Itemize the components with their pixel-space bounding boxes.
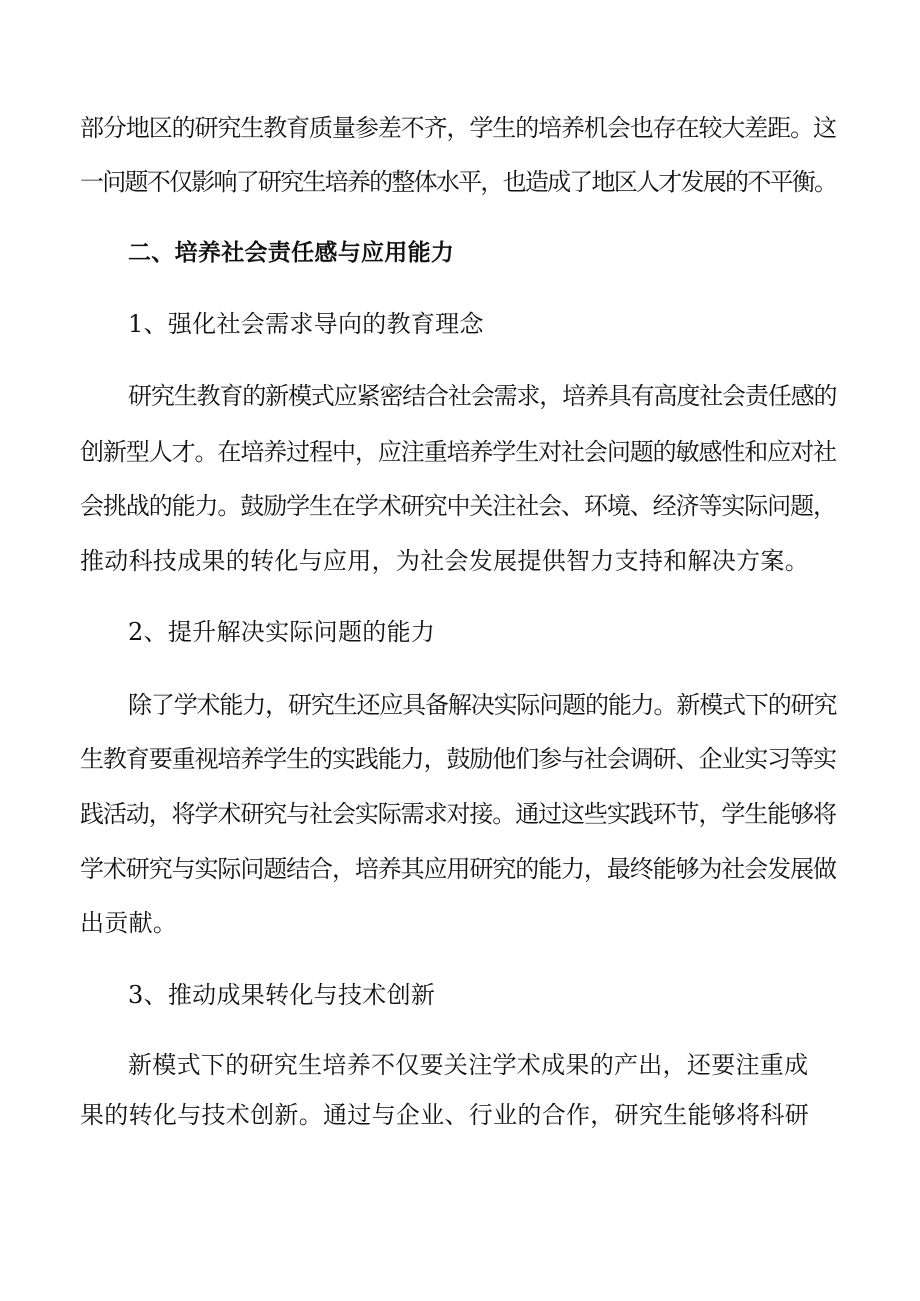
paragraph-line: 果的转化与技术创新。通过与企业、行业的合作，研究生能够将科研 [80,1101,809,1129]
paragraph-line: 会挑战的能力。鼓励学生在学术研究中关注社会、环境、经济等实际问题， [80,492,836,520]
section-heading: 二、培养社会责任感与应用能力 [128,240,455,266]
paragraph-line: 新模式下的研究生培养不仅要关注学术成果的产出，还要注重成 [128,1051,809,1079]
paragraph-line: 出贡献。 [80,909,178,937]
paragraph-line: 践活动，将学术研究与社会实际需求对接。通过这些实践环节，学生能够将 [80,800,836,828]
paragraph-line: 创新型人才。在培养过程中，应注重培养学生对社会问题的敏感性和应对社 [80,438,836,466]
subheading: 3、推动成果转化与技术创新 [128,981,436,1009]
paragraph-line: 生教育要重视培养学生的实践能力，鼓励他们参与社会调研、企业实习等实 [80,745,836,773]
paragraph-line: 学术研究与实际问题结合，培养其应用研究的能力，最终能够为社会发展做 [80,855,836,883]
paragraph-line: 部分地区的研究生教育质量参差不齐，学生的培养机会也存在较大差距。这 [80,114,836,142]
paragraph-line: 除了学术能力，研究生还应具备解决实际问题的能力。新模式下的研究 [128,691,837,719]
paragraph-line: 研究生教育的新模式应紧密结合社会需求，培养具有高度社会责任感的 [128,382,837,410]
paragraph-line: 推动科技成果的转化与应用，为社会发展提供智力支持和解决方案。 [80,547,809,575]
subheading: 2、提升解决实际问题的能力 [128,618,436,646]
subheading: 1、强化社会需求导向的教育理念 [128,310,484,338]
paragraph-line: 一问题不仅影响了研究生培养的整体水平，也造成了地区人才发展的不平衡。 [80,168,837,196]
